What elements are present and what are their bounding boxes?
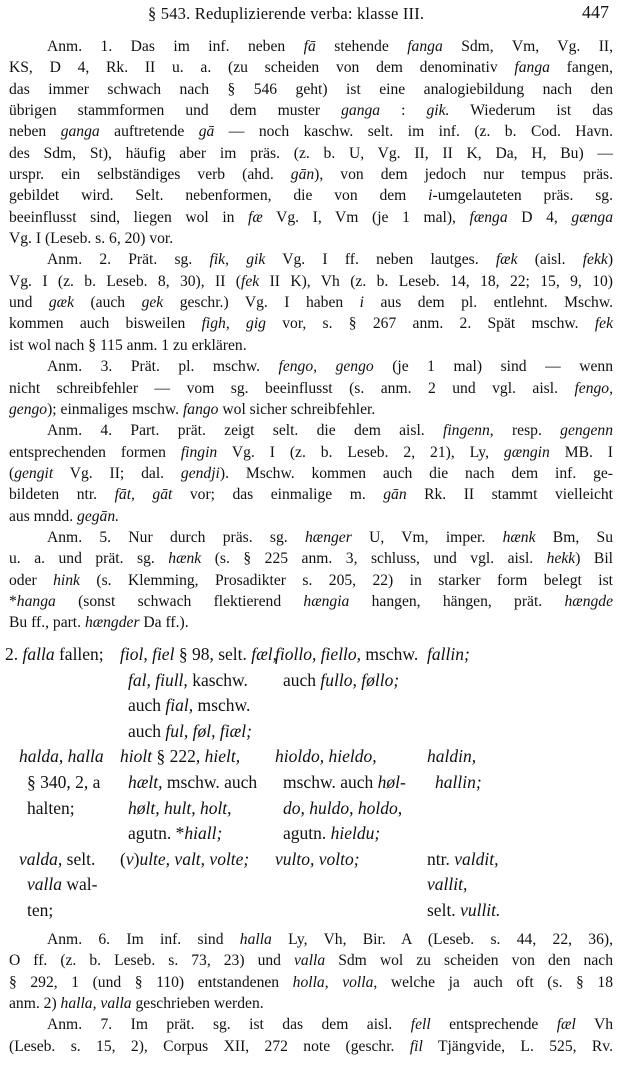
text-run: bildeten ntr. (9, 486, 115, 504)
text-run: Bm, Su (535, 528, 614, 546)
text-run: Bu ff., part. (9, 614, 85, 632)
text-run: vor, s. § 267 anm. 2. Spät mschw. (265, 315, 595, 333)
italic-form: hænger (305, 528, 352, 546)
notes-bottom (9, 929, 613, 1057)
text-run: D 4, (507, 208, 572, 226)
text-line (9, 79, 613, 100)
infinitive-cell (5, 744, 123, 821)
text-run: -umgelauteten präs. sg. (432, 187, 613, 205)
italic-form: gengit (14, 464, 54, 482)
italic-form: hioldo, hieldo, (275, 746, 377, 767)
italic-form: hølt, hult, holt, (128, 797, 232, 818)
text-run: agutn. * (128, 823, 185, 844)
text-run: vor; das einmalige m. (172, 486, 384, 504)
text-run: u. a. und prät. sg. (9, 550, 169, 568)
preterite-sg-cell (120, 744, 270, 846)
annotation-paragraph (9, 929, 613, 1014)
text-run: neben (9, 123, 61, 141)
text-line (120, 668, 270, 694)
text-line (9, 1014, 613, 1035)
text-line (9, 335, 613, 356)
text-line (275, 770, 425, 796)
italic-form: halla (239, 931, 272, 948)
paradigm-row (0, 744, 621, 846)
text-line (120, 821, 270, 847)
text-run: oder (9, 571, 54, 589)
infinitive-cell (5, 642, 123, 668)
text-run: (auch (74, 294, 142, 312)
text-run: , (324, 973, 343, 991)
text-line (9, 356, 613, 377)
text-line (9, 121, 613, 142)
text-run: Vg. I (z. b. Leseb. 8, 30), II ( (9, 272, 241, 290)
text-line (9, 591, 613, 612)
text-run: KS, D 4, Rk. II u. a. (zu scheiden von dem denominativ (9, 59, 515, 77)
text-run: Vg. I (Leseb. s. 6, 20) vor. (9, 230, 174, 248)
text-line (5, 872, 123, 898)
text-line (427, 898, 617, 924)
italic-form: fingenn (443, 422, 490, 440)
italic-form: valla (294, 952, 326, 970)
text-line (120, 770, 270, 796)
text-line (9, 527, 613, 548)
text-run: Vg. I ff. neben lautges. (265, 251, 496, 269)
text-line (9, 1036, 613, 1057)
italic-form: gengenn (560, 422, 613, 440)
text-run: Sdm, Vm, Vg. II, (442, 38, 613, 55)
preterite-pl-cell (275, 847, 425, 873)
text-run: , resp. (489, 422, 561, 440)
text-line (5, 796, 123, 822)
italic-form: valda, (19, 848, 63, 869)
text-run: das immer schwach nach § 546 geht) ist eine analogiebildung nach den (9, 80, 613, 98)
text-run: ). Mschw. kommen auch die nach dem inf. ge- (219, 464, 613, 482)
text-run: ), von dem jedoch nur tempus präs. (314, 166, 613, 184)
text-line (9, 570, 613, 591)
text-run: Vg. II; dal. (53, 464, 181, 482)
text-run: * (9, 592, 17, 610)
text-line (275, 847, 425, 873)
text-run: halten; (27, 797, 75, 818)
italic-form: fingin (180, 443, 218, 461)
participle-cell (427, 642, 617, 668)
preterite-sg-cell (120, 847, 270, 873)
italic-form: vallit, (427, 874, 468, 895)
italic-form: figh, gig (201, 315, 266, 333)
italic-form: gængin (503, 443, 550, 461)
text-run: ten; (27, 899, 54, 920)
annotation-paragraph (9, 1014, 613, 1057)
text-run: anm. 2) (9, 995, 61, 1013)
annotation-paragraph (9, 356, 613, 420)
italic-form: fanga (407, 38, 443, 55)
text-line (5, 898, 123, 924)
participle-cell (427, 847, 617, 924)
italic-form: fullo, føllo; (320, 669, 400, 690)
text-run: (je 1 mal) sind — wenn (373, 358, 613, 376)
text-run: Anm. 4. Part. prät. zeigt selt. die dem aisl. (47, 422, 443, 440)
text-run: ) (607, 251, 614, 269)
text-run: 2. (5, 644, 23, 664)
text-line (9, 185, 613, 206)
text-run: § 292, 1 (und § 110) entstandenen (9, 973, 293, 991)
italic-form: hink (53, 571, 80, 589)
text-run: (aisl. (517, 251, 583, 269)
text-run: kaschw. (187, 669, 248, 690)
italic-form: v (125, 848, 134, 869)
text-run: aus dem pl. entlehnt. Mschw. (364, 294, 613, 312)
text-run: U, Vm, imper. (351, 528, 503, 546)
paradigm-row (0, 642, 621, 744)
text-line (275, 796, 425, 822)
text-line (9, 506, 613, 527)
text-line (427, 847, 617, 873)
annotation-paragraph (9, 527, 613, 634)
italic-form: fā (303, 38, 316, 55)
text-run: Rk. II stammt vielleicht (406, 486, 613, 504)
text-run: geschr.) Vg. I haben (163, 294, 360, 312)
text-line (9, 378, 613, 399)
italic-form: hængde (564, 592, 614, 610)
italic-form: i (428, 187, 433, 205)
paradigm-table (0, 642, 621, 924)
italic-form: fengo, gengo (278, 358, 374, 376)
italic-form: gænga (571, 208, 613, 226)
text-line (9, 164, 613, 185)
text-line (120, 693, 270, 719)
text-run: O ff. (z. b. Leseb. s. 73, 23) und (9, 952, 294, 970)
text-line (5, 770, 123, 796)
text-run: auftretende (99, 123, 199, 141)
text-run: auch (128, 720, 166, 741)
italic-form: fek (241, 272, 260, 290)
text-line (120, 744, 270, 770)
italic-form: hallin; (435, 771, 482, 792)
italic-form: holla (292, 973, 325, 991)
text-line (427, 642, 617, 668)
text-line (9, 548, 613, 569)
italic-form: volla (342, 973, 374, 991)
text-run: § 98, selt. (174, 644, 252, 664)
text-run: Anm. 6. Im inf. sind (47, 931, 240, 948)
text-run: selt. (427, 899, 461, 920)
text-line (120, 796, 270, 822)
italic-form: hielt, (204, 746, 241, 767)
text-run: beeinflusst sind, liegen wol in (9, 208, 249, 226)
text-run: ntr. (427, 848, 455, 869)
italic-form: fanga (514, 59, 550, 77)
annotation-paragraph (9, 249, 613, 356)
text-run: II K), Vh (z. b. Leseb. 14, 18, 22; 15, 9, 10) (259, 272, 613, 290)
text-run: § 222, (152, 746, 205, 767)
text-run: auch (128, 695, 166, 716)
text-run: , welche ja auch oft (s. § 18 (373, 973, 613, 991)
italic-form: gān (383, 486, 407, 504)
italic-form: gendji (180, 464, 220, 482)
text-run: (Leseb. s. 15, 2), Corpus XII, 272 note (geschr. (9, 1037, 410, 1055)
text-run: Vg. I (z. b. Leseb. 2, 21), Ly, (217, 443, 504, 461)
text-run: fangen, (549, 59, 613, 77)
text-line (9, 207, 613, 228)
text-line (9, 993, 613, 1014)
text-run: ) Bil (575, 550, 613, 568)
text-line (427, 770, 617, 796)
text-run: Anm. 5. Nur durch präs. sg. (47, 528, 305, 546)
text-line (5, 744, 123, 770)
italic-form: fæl, (251, 644, 278, 664)
text-run: Anm. 3. Prät. pl. mschw. (47, 358, 279, 376)
text-line (9, 36, 613, 57)
text-run: Anm. 2. Prät. sg. (47, 251, 210, 269)
text-line (9, 249, 613, 270)
text-run: Sdm wol zu scheiden von den nach (325, 952, 613, 970)
text-line (275, 668, 425, 694)
text-run: Wiederum ist das (449, 102, 613, 120)
text-line (275, 744, 425, 770)
text-line (9, 100, 613, 121)
text-run: mschw. (361, 644, 419, 664)
italic-form: gik. (426, 102, 450, 120)
text-run: § 340, 2, a (27, 771, 101, 792)
annotation-paragraph (9, 420, 613, 527)
italic-form: ful, føl, fiæl; (165, 720, 252, 741)
italic-form: valla (27, 874, 62, 895)
italic-form: haldin, (427, 746, 477, 767)
italic-form: gek (141, 294, 164, 312)
italic-form: fil (409, 1037, 423, 1055)
text-run: stehende (315, 38, 408, 55)
text-line (120, 719, 270, 745)
text-run: ( (120, 848, 126, 869)
italic-form: fial, (165, 695, 194, 716)
preterite-pl-cell (275, 744, 425, 846)
text-run: hangen, hängen, prät. (349, 592, 565, 610)
text-run: und (9, 294, 49, 312)
text-line (427, 872, 617, 898)
italic-form: vulto, volto; (275, 848, 360, 869)
text-line (9, 292, 613, 313)
italic-form: hanga (16, 592, 56, 610)
italic-form: hælt, (128, 771, 163, 792)
italic-form: falla (22, 644, 55, 664)
italic-form: i (359, 294, 364, 312)
text-run: wal- (62, 874, 98, 895)
text-line (120, 847, 270, 873)
text-run: nicht schreibfehler — vom sg. beeinflusst (s. anm. 2 und vgl. aisl. (9, 379, 575, 397)
italic-form: valdit, (454, 848, 499, 869)
text-run: Vg. I, Vm (je 1 mal), (262, 208, 470, 226)
italic-form: fal, fiull, (128, 669, 188, 690)
italic-form: ganga (341, 102, 381, 120)
text-run: Anm. 7. Im prät. sg. ist das dem aisl. (47, 1016, 411, 1034)
running-title: § 543. Reduplizierende verba: klasse III. (148, 4, 425, 23)
text-line (5, 847, 123, 873)
text-run: mschw. (193, 695, 251, 716)
italic-form: fæl (556, 1016, 576, 1034)
text-run: auch (283, 669, 321, 690)
text-run: mschw. auch (162, 771, 258, 792)
running-header (0, 2, 621, 26)
italic-form: ulte, valt, volte; (139, 848, 250, 869)
text-run: ) (133, 848, 140, 869)
italic-form: gegān. (77, 507, 120, 525)
text-run: — noch kaschw. selt. im inf. (z. b. Cod. Havn. (214, 123, 613, 141)
text-run: Vh (575, 1016, 613, 1034)
italic-form: vullit. (460, 899, 501, 920)
preterite-sg-cell (120, 642, 278, 744)
italic-form: gik (246, 251, 266, 269)
participle-cell (427, 744, 617, 795)
text-line (9, 399, 613, 420)
text-line (9, 612, 613, 633)
text-run: des Sdm, St), häufig aber im präs. (z. b. U, Vg. II, II K, Da, H, Bu) — (9, 144, 613, 162)
text-run: fallen; (54, 644, 104, 664)
annotation-paragraph (9, 36, 613, 249)
text-line (9, 972, 613, 993)
text-line (5, 642, 123, 668)
text-run: , (225, 251, 247, 269)
text-run: (s. Klemming, Prosadikter s. 205, 22) in starker form belegt ist (79, 571, 613, 589)
text-run: Tjängvide, L. 525, Rv. (422, 1037, 613, 1055)
text-run: entsprechende (430, 1016, 557, 1034)
text-line (9, 313, 613, 334)
text-run: Da ff.). (139, 614, 189, 632)
text-run: ); einmaliges mschw. (47, 400, 183, 418)
text-run: selt. (62, 848, 96, 869)
text-run: urspr. ein selbständiges verb (ahd. (9, 166, 291, 184)
italic-form: fiol, fiel (120, 644, 175, 664)
text-line (9, 143, 613, 164)
text-run: Ly, Vh, Bir. A (Leseb. s. 44, 22, 36), (271, 931, 613, 948)
text-run: kommen auch bisweilen (9, 315, 202, 333)
text-line (275, 642, 425, 668)
italic-form: hængia (303, 592, 350, 610)
text-run: MB. I (549, 443, 613, 461)
italic-form: halda, halla (19, 746, 104, 767)
italic-form: fænga (469, 208, 508, 226)
text-line (9, 420, 613, 441)
text-run: (s. § 225 anm. 3, schluss, und vgl. aisl. (201, 550, 547, 568)
text-line (427, 744, 617, 770)
italic-form: do, huldo, holdo, (283, 797, 403, 818)
italic-form: fek (594, 315, 614, 333)
text-line (9, 228, 613, 249)
italic-form: fengo, (574, 379, 613, 397)
text-run: (sonst schwach flektierend (55, 592, 304, 610)
text-line (120, 642, 278, 668)
italic-form: fekk (582, 251, 608, 269)
italic-form: hiolt (120, 746, 153, 767)
text-line (9, 57, 613, 78)
text-run: wol sicher schreibfehler. (218, 400, 376, 418)
italic-form: hieldu; (330, 823, 381, 844)
text-line (275, 821, 425, 847)
text-run: ( (9, 464, 15, 482)
italic-form: fik (209, 251, 226, 269)
text-run: ist wol nach § 115 anm. 1 zu erklären. (9, 336, 247, 354)
text-run: Anm. 1. Das im inf. neben (47, 38, 304, 55)
text-run: entsprechenden formen (9, 443, 181, 461)
text-run: : (380, 102, 427, 120)
italic-form: fallin; (427, 644, 470, 664)
text-line (9, 271, 613, 292)
italic-form: gān (290, 166, 315, 184)
text-run: gebildet wird. Selt. nebenformen, die von dem (9, 187, 429, 205)
italic-form: høl- (377, 771, 406, 792)
italic-form: hiall; (184, 823, 223, 844)
italic-form: fango (182, 400, 219, 418)
text-run: geschrieben werden. (131, 995, 264, 1013)
italic-form: gæk (48, 294, 74, 312)
italic-form: hænk (502, 528, 536, 546)
text-line (9, 950, 613, 971)
infinitive-cell (5, 847, 123, 924)
italic-form: halla, valla (60, 995, 132, 1013)
text-line (9, 442, 613, 463)
text-run: aus mndd. (9, 507, 78, 525)
text-line (9, 484, 613, 505)
italic-form: fiollo, fiello, (275, 644, 362, 664)
italic-form: hænk (168, 550, 202, 568)
italic-form: fæ (248, 208, 263, 226)
italic-form: gengo (9, 400, 48, 418)
notes-top (9, 36, 613, 634)
italic-form: fāt, gāt (114, 486, 173, 504)
preterite-pl-cell (275, 642, 425, 693)
italic-form: hekk (546, 550, 576, 568)
italic-form: hængder (84, 614, 140, 632)
text-run: übrigen stammformen und dem muster (9, 102, 342, 120)
text-run: mschw. auch (283, 771, 378, 792)
page-number: 447 (582, 2, 609, 22)
text-line (9, 463, 613, 484)
italic-form: gā (198, 123, 215, 141)
italic-form: fæk (495, 251, 518, 269)
text-line (9, 929, 613, 950)
italic-form: fell (410, 1016, 431, 1034)
italic-form: ganga (60, 123, 100, 141)
paradigm-row (0, 847, 621, 924)
text-run: agutn. (283, 823, 331, 844)
